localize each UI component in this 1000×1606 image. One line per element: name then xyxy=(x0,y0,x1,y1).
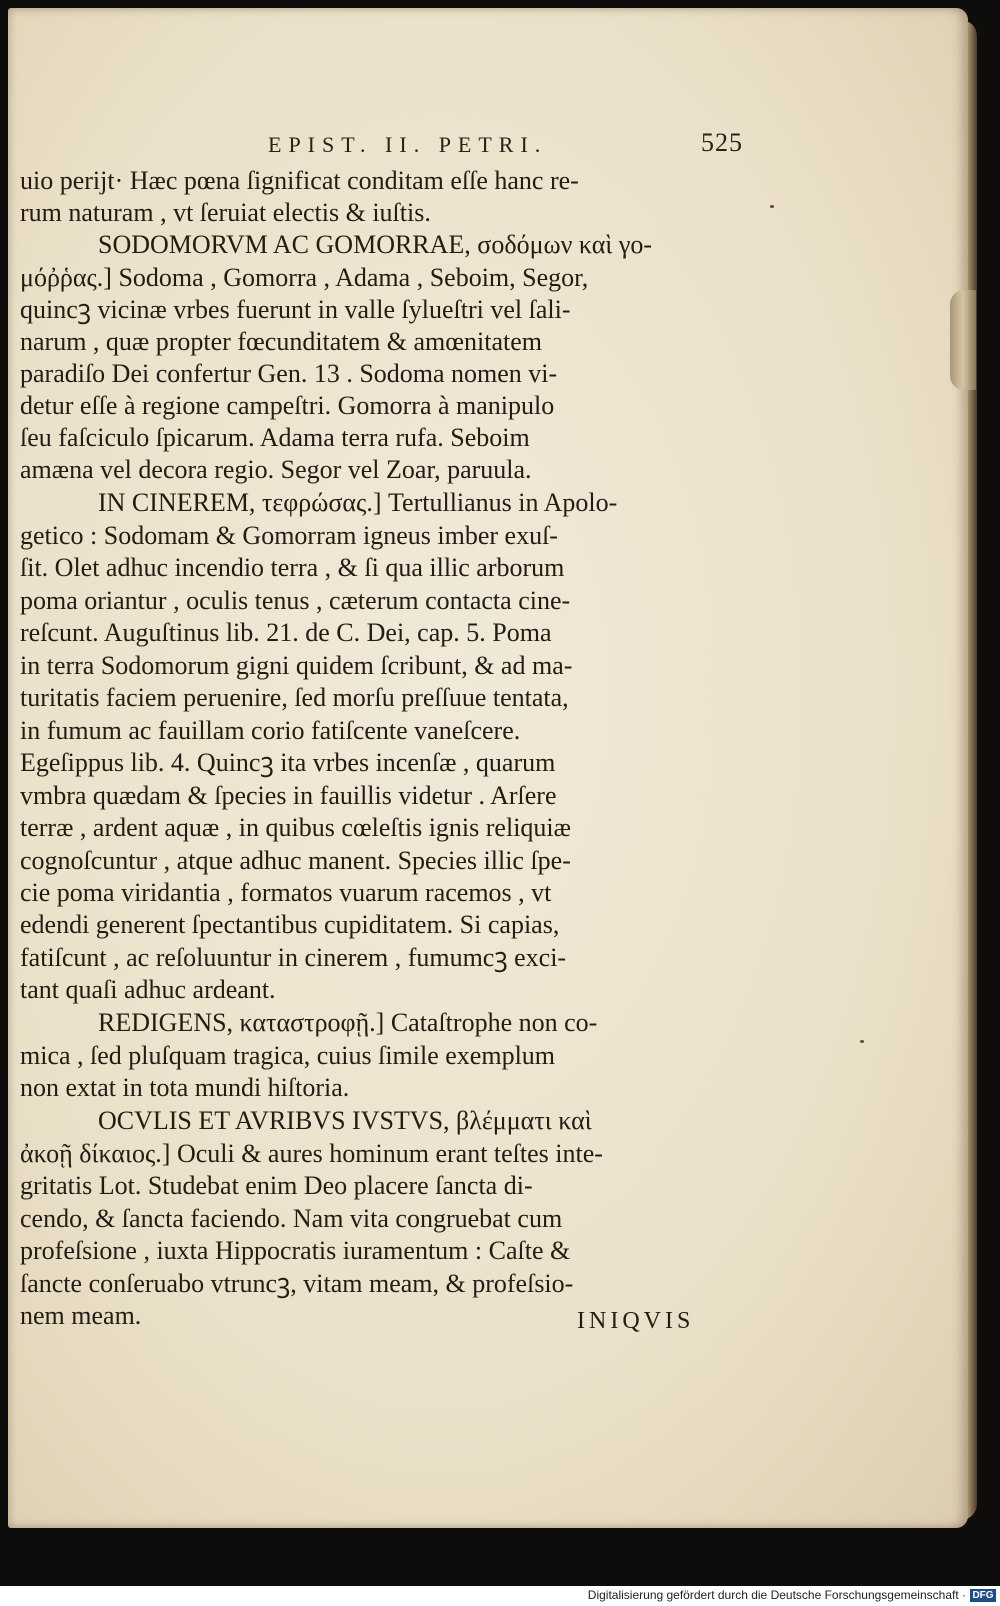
text-line: ἀκοῇ δίκαιος.] Oculi & aures hominum erant teſtes inte- xyxy=(20,1139,603,1168)
text-line: ſancte conſeruabo vtruncꝫ, vitam meam, & profeſsio- xyxy=(20,1269,574,1298)
page-number: 525 xyxy=(701,128,743,157)
footer-bar xyxy=(0,1586,1000,1606)
text-line: paradiſo Dei confertur Gen. 13 . Sodoma nomen vi- xyxy=(20,359,558,388)
footer-credit: Digitalisierung gefördert durch die Deutsche Forschungsgemeinschaft · xyxy=(587,1588,966,1602)
text-line: Egeſippus lib. 4. Quincꝫ ita vrbes incenſæ , quarum xyxy=(20,748,556,777)
ink-speck xyxy=(770,205,774,208)
text-line: ſit. Olet adhuc incendio terra , & ſi qua illic arborum xyxy=(20,553,565,582)
text-line: in terra Sodomorum gigni quidem ſcribunt, & ad ma- xyxy=(20,651,573,680)
text-line: cie poma viridantia , formatos vuarum racemos , vt xyxy=(20,878,552,907)
text-line: detur eſſe à regione campeſtri. Gomorra à manipulo xyxy=(20,391,555,420)
text-line: fatiſcunt , ac reſoluuntur in cinerem , fumumcꝫ exci- xyxy=(20,943,567,972)
text-line: nem meam. xyxy=(20,1301,142,1330)
ink-speck xyxy=(860,1040,864,1043)
text-line: in fumum ac fauillam corio fatiſcente vaneſcere. xyxy=(20,716,521,745)
text-line: vmbra quædam & ſpecies in fauillis videtur . Arſere xyxy=(20,781,557,810)
text-line: OCVLIS ET AVRIBVS IVSTVS, βλέμματι καὶ xyxy=(98,1106,592,1135)
text-line: IN CINEREM, τεφρώσας.] Tertullianus in Apolo- xyxy=(98,488,618,517)
text-line: amæna vel decora regio. Segor vel Zoar, paruula. xyxy=(20,455,532,484)
running-header xyxy=(268,128,743,162)
dfg-logo: DFG xyxy=(970,1589,996,1602)
text-line: reſcunt. Auguſtinus lib. 21. de C. Dei, cap. 5. Poma xyxy=(20,618,552,647)
text-line: quincꝫ vicinæ vrbes fuerunt in valle ſylueſtri vel ſali- xyxy=(20,295,571,324)
text-line: cendo, & ſancta faciendo. Nam vita congruebat cum xyxy=(20,1204,563,1233)
page-clip xyxy=(950,290,976,390)
text-line: mica , ſed pluſquam tragica, cuius ſimile exemplum xyxy=(20,1041,556,1070)
text-line: SODOMORVM AC GOMORRAE, σοδόμων καὶ γο- xyxy=(98,230,653,259)
text-line: ſeu faſciculo ſpicarum. Adama terra rufa. Seboim xyxy=(20,423,530,452)
text-line: poma oriantur , oculis tenus , cæterum contacta cine- xyxy=(20,586,571,615)
text-line: terræ , ardent aquæ , in quibus cœleſtis ignis reliquiæ xyxy=(20,813,571,842)
text-line: cognoſcuntur , atque adhuc manent. Species illic ſpe- xyxy=(20,846,571,875)
text-line: edendi generent ſpectantibus cupiditatem. Si capias, xyxy=(20,910,560,939)
text-line: μόῤῥας.] Sodoma , Gomorra , Adama , Seboim, Segor, xyxy=(20,263,589,292)
text-line: uio perijt· Hæc pœna ſignificat conditam eſſe hanc re- xyxy=(20,166,579,195)
text-line: narum , quæ propter fœcunditatem & amœnitatem xyxy=(20,327,543,356)
text-line: rum naturam , vt ſeruiat electis & iuſtis. xyxy=(20,198,431,227)
catchword: INIQVIS xyxy=(577,1308,695,1334)
running-title: EPIST. II. PETRI. xyxy=(268,132,548,157)
text-line: gritatis Lot. Studebat enim Deo placere ſancta di- xyxy=(20,1171,533,1200)
text-line: REDIGENS, καταστροφῇ.] Cataſtrophe non co- xyxy=(98,1008,598,1037)
text-line: tant quaſi adhuc ardeant. xyxy=(20,975,276,1004)
text-line: non extat in tota mundi hiſtoria. xyxy=(20,1073,350,1102)
text-line: turitatis faciem peruenire, ſed morſu preſſuue tentata, xyxy=(20,683,569,712)
text-line: getico : Sodomam & Gomorram igneus imber exuſ- xyxy=(20,521,558,550)
text-line: profeſsione , iuxta Hippocratis iuramentum : Caſte & xyxy=(20,1236,571,1265)
